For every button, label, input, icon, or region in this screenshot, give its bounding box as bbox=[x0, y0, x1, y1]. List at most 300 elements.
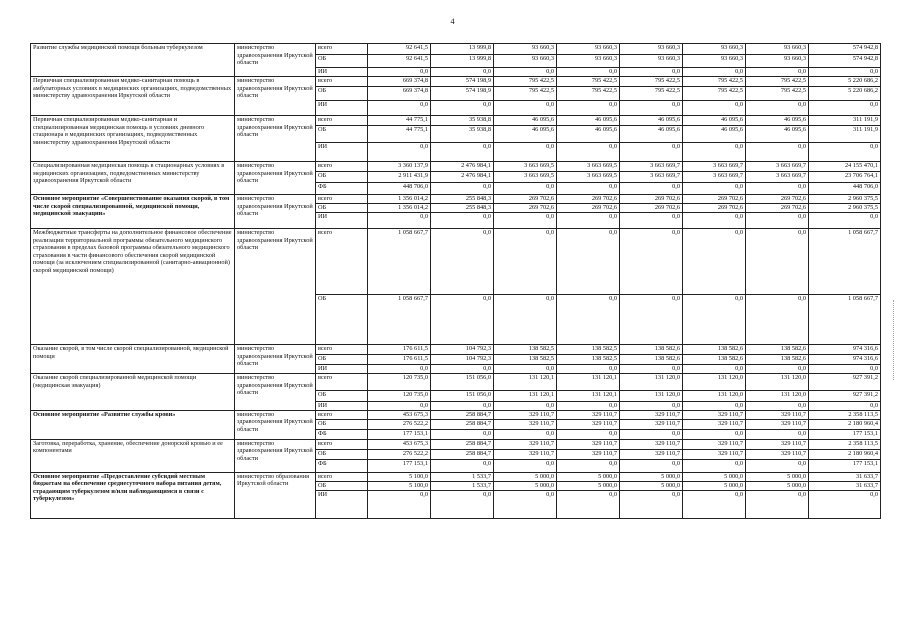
year-value: 329 110,7 bbox=[746, 439, 809, 449]
year-value: 0,0 bbox=[746, 295, 809, 345]
year-value: 46 095,6 bbox=[683, 116, 746, 126]
funding-source: ФБ bbox=[316, 459, 368, 472]
year-value: 329 110,7 bbox=[620, 449, 683, 459]
year-value: 0,0 bbox=[620, 295, 683, 345]
funding-source: ИИ bbox=[316, 101, 368, 116]
year-value: 93 660,3 bbox=[494, 55, 557, 68]
year-value: 0,0 bbox=[431, 490, 494, 518]
executor: министерство здравоохранения Иркутской области bbox=[235, 77, 316, 116]
year-value: 131 120,0 bbox=[620, 374, 683, 391]
year-value: 0,0 bbox=[746, 213, 809, 229]
year-value: 0,0 bbox=[620, 101, 683, 116]
year-value: 138 582,6 bbox=[620, 355, 683, 365]
year-value: 269 702,6 bbox=[683, 195, 746, 204]
year-value: 93 660,3 bbox=[683, 55, 746, 68]
total-value: 31 633,7 bbox=[809, 472, 881, 481]
total-value: 0,0 bbox=[809, 402, 881, 411]
year-value: 795 422,5 bbox=[620, 87, 683, 101]
year-value: 0,0 bbox=[431, 229, 494, 295]
funding-source: всего bbox=[316, 77, 368, 87]
funding-source: ИИ bbox=[316, 402, 368, 411]
year-value: 0,0 bbox=[683, 68, 746, 77]
executor: министерство здравоохранения Иркутской области bbox=[235, 410, 316, 439]
year-value: 44 775,1 bbox=[368, 126, 431, 143]
funding-source: всего bbox=[316, 472, 368, 481]
measure-name: Специализированная медицинская помощь в стационарных условиях в медицинских организациях, подведомственных министерству здравоохранения Иркутской области bbox=[31, 162, 235, 195]
year-value: 44 775,1 bbox=[368, 116, 431, 126]
year-value: 5 100,0 bbox=[368, 472, 431, 481]
year-value: 795 422,5 bbox=[683, 87, 746, 101]
year-value: 5 000,0 bbox=[620, 472, 683, 481]
year-value: 138 582,6 bbox=[746, 355, 809, 365]
year-value: 93 660,3 bbox=[557, 55, 620, 68]
year-value: 0,0 bbox=[494, 213, 557, 229]
total-value: 927 391,2 bbox=[809, 374, 881, 391]
measure-name: Оказание скорой специализированной медицинской помощи (медицинская эвакуация) bbox=[31, 374, 235, 411]
year-value: 92 641,5 bbox=[368, 55, 431, 68]
year-value: 0,0 bbox=[431, 402, 494, 411]
year-value: 5 000,0 bbox=[620, 481, 683, 490]
year-value: 138 582,5 bbox=[557, 345, 620, 355]
total-value: 1 058 667,7 bbox=[809, 295, 881, 345]
year-value: 329 110,7 bbox=[746, 449, 809, 459]
year-value: 3 663 669,5 bbox=[494, 172, 557, 183]
year-value: 3 663 669,7 bbox=[683, 172, 746, 183]
total-value: 24 155 470,1 bbox=[809, 162, 881, 172]
year-value: 3 663 669,7 bbox=[683, 162, 746, 172]
year-value: 104 792,3 bbox=[431, 355, 494, 365]
year-value: 131 120,1 bbox=[494, 374, 557, 391]
year-value: 0,0 bbox=[494, 295, 557, 345]
year-value: 329 110,7 bbox=[557, 439, 620, 449]
year-value: 131 120,1 bbox=[557, 391, 620, 402]
scan-edge-marks bbox=[893, 300, 898, 380]
table-row bbox=[31, 77, 881, 87]
measure-name: Основное мероприятие «Предоставление субсидий местным бюджетам на обеспечение среднесуточного набора питания детям, страдающим туберкулезом и/или наблюдающимся в связи с туберкулезом» bbox=[31, 472, 235, 518]
year-value: 0,0 bbox=[683, 229, 746, 295]
year-value: 0,0 bbox=[746, 365, 809, 374]
year-value: 0,0 bbox=[431, 101, 494, 116]
year-value: 0,0 bbox=[368, 143, 431, 162]
total-value: 1 058 667,7 bbox=[809, 229, 881, 295]
year-value: 0,0 bbox=[368, 68, 431, 77]
year-value: 329 110,7 bbox=[494, 410, 557, 419]
total-value: 0,0 bbox=[809, 490, 881, 518]
year-value: 0,0 bbox=[494, 143, 557, 162]
funding-source: ОБ bbox=[316, 391, 368, 402]
year-value: 0,0 bbox=[431, 459, 494, 472]
year-value: 0,0 bbox=[494, 490, 557, 518]
year-value: 329 110,7 bbox=[746, 419, 809, 429]
executor: министерство здравоохранения Иркутской области bbox=[235, 345, 316, 374]
year-value: 0,0 bbox=[746, 101, 809, 116]
year-value: 574 198,9 bbox=[431, 77, 494, 87]
year-value: 93 660,3 bbox=[746, 44, 809, 55]
funding-source: ОБ bbox=[316, 295, 368, 345]
year-value: 0,0 bbox=[620, 365, 683, 374]
year-value: 448 706,0 bbox=[368, 183, 431, 195]
year-value: 0,0 bbox=[683, 459, 746, 472]
year-value: 258 884,7 bbox=[431, 449, 494, 459]
measure-name: Развитие службы медицинской помощи больным туберкулезом bbox=[31, 44, 235, 77]
year-value: 3 663 669,7 bbox=[746, 162, 809, 172]
funding-source: всего bbox=[316, 44, 368, 55]
year-value: 0,0 bbox=[431, 68, 494, 77]
year-value: 0,0 bbox=[557, 459, 620, 472]
year-value: 13 999,8 bbox=[431, 55, 494, 68]
year-value: 276 522,2 bbox=[368, 419, 431, 429]
year-value: 329 110,7 bbox=[557, 410, 620, 419]
year-value: 2 911 431,9 bbox=[368, 172, 431, 183]
total-value: 927 391,2 bbox=[809, 391, 881, 402]
total-value: 0,0 bbox=[809, 213, 881, 229]
year-value: 1 356 014,2 bbox=[368, 204, 431, 213]
table-row bbox=[31, 162, 881, 172]
year-value: 3 663 669,5 bbox=[557, 172, 620, 183]
year-value: 329 110,7 bbox=[683, 419, 746, 429]
funding-source: ИИ bbox=[316, 365, 368, 374]
measure-name: Межбюджетные трансферты на дополнительное финансовое обеспечение реализации территориальной программы обязательного медицинского страхования в пределах базовой программы обязательного медицинского страхования в части финансового обеспечения скорой медицинской помощи (за исключением специализированной (санитарно-авиационной) скорой медицинской помощи) bbox=[31, 229, 235, 345]
executor: министерство здравоохранения Иркутской области bbox=[235, 195, 316, 229]
year-value: 0,0 bbox=[746, 429, 809, 439]
year-value: 255 848,3 bbox=[431, 204, 494, 213]
year-value: 0,0 bbox=[557, 68, 620, 77]
year-value: 46 095,6 bbox=[494, 116, 557, 126]
year-value: 0,0 bbox=[431, 429, 494, 439]
total-value: 0,0 bbox=[809, 365, 881, 374]
total-value: 177 153,1 bbox=[809, 429, 881, 439]
year-value: 138 582,6 bbox=[746, 345, 809, 355]
year-value: 46 095,6 bbox=[746, 116, 809, 126]
year-value: 5 000,0 bbox=[746, 481, 809, 490]
total-value: 0,0 bbox=[809, 101, 881, 116]
total-value: 2 960 375,5 bbox=[809, 204, 881, 213]
year-value: 269 702,6 bbox=[620, 195, 683, 204]
year-value: 2 476 984,1 bbox=[431, 172, 494, 183]
year-value: 0,0 bbox=[683, 402, 746, 411]
year-value: 258 884,7 bbox=[431, 410, 494, 419]
total-value: 311 191,9 bbox=[809, 126, 881, 143]
year-value: 5 000,0 bbox=[557, 481, 620, 490]
year-value: 258 884,7 bbox=[431, 439, 494, 449]
year-value: 3 663 669,5 bbox=[557, 162, 620, 172]
measure-name: Заготовка, переработка, хранение, обеспечение донорской кровью и ее компонентами bbox=[31, 439, 235, 472]
year-value: 0,0 bbox=[431, 183, 494, 195]
year-value: 329 110,7 bbox=[494, 419, 557, 429]
year-value: 138 582,5 bbox=[557, 355, 620, 365]
year-value: 5 000,0 bbox=[557, 472, 620, 481]
year-value: 0,0 bbox=[746, 68, 809, 77]
year-value: 0,0 bbox=[683, 365, 746, 374]
year-value: 120 735,0 bbox=[368, 391, 431, 402]
year-value: 1 356 014,2 bbox=[368, 195, 431, 204]
year-value: 138 582,5 bbox=[494, 355, 557, 365]
year-value: 795 422,5 bbox=[746, 87, 809, 101]
year-value: 0,0 bbox=[557, 143, 620, 162]
table-row bbox=[31, 410, 881, 419]
year-value: 258 884,7 bbox=[431, 419, 494, 429]
year-value: 329 110,7 bbox=[494, 449, 557, 459]
year-value: 131 120,0 bbox=[746, 374, 809, 391]
year-value: 329 110,7 bbox=[557, 449, 620, 459]
funding-source: всего bbox=[316, 229, 368, 295]
year-value: 0,0 bbox=[620, 229, 683, 295]
total-value: 448 706,0 bbox=[809, 183, 881, 195]
total-value: 2 358 113,5 bbox=[809, 439, 881, 449]
year-value: 329 110,7 bbox=[683, 449, 746, 459]
year-value: 0,0 bbox=[557, 101, 620, 116]
funding-source: ОБ bbox=[316, 449, 368, 459]
year-value: 329 110,7 bbox=[620, 410, 683, 419]
year-value: 669 374,8 bbox=[368, 87, 431, 101]
total-value: 0,0 bbox=[809, 68, 881, 77]
funding-source: ФБ bbox=[316, 429, 368, 439]
year-value: 0,0 bbox=[620, 213, 683, 229]
year-value: 0,0 bbox=[746, 143, 809, 162]
year-value: 2 476 984,1 bbox=[431, 162, 494, 172]
year-value: 5 100,0 bbox=[368, 481, 431, 490]
executor: министерство здравоохранения Иркутской области bbox=[235, 229, 316, 345]
table-row bbox=[31, 195, 881, 204]
year-value: 0,0 bbox=[620, 459, 683, 472]
table-row bbox=[31, 345, 881, 355]
year-value: 0,0 bbox=[683, 295, 746, 345]
year-value: 329 110,7 bbox=[557, 419, 620, 429]
year-value: 0,0 bbox=[683, 490, 746, 518]
year-value: 93 660,3 bbox=[494, 44, 557, 55]
total-value: 31 633,7 bbox=[809, 481, 881, 490]
year-value: 0,0 bbox=[746, 402, 809, 411]
year-value: 0,0 bbox=[620, 183, 683, 195]
total-value: 2 180 960,4 bbox=[809, 449, 881, 459]
funding-source: ОБ bbox=[316, 87, 368, 101]
year-value: 269 702,6 bbox=[557, 204, 620, 213]
year-value: 0,0 bbox=[557, 365, 620, 374]
year-value: 131 120,1 bbox=[494, 391, 557, 402]
year-value: 0,0 bbox=[557, 213, 620, 229]
funding-source: ОБ bbox=[316, 481, 368, 490]
year-value: 329 110,7 bbox=[746, 410, 809, 419]
funding-source: ИИ bbox=[316, 213, 368, 229]
year-value: 0,0 bbox=[557, 490, 620, 518]
year-value: 255 848,3 bbox=[431, 195, 494, 204]
year-value: 269 702,6 bbox=[746, 195, 809, 204]
year-value: 176 611,5 bbox=[368, 355, 431, 365]
year-value: 93 660,3 bbox=[620, 44, 683, 55]
year-value: 329 110,7 bbox=[683, 410, 746, 419]
year-value: 0,0 bbox=[368, 213, 431, 229]
funding-source: ФБ bbox=[316, 183, 368, 195]
year-value: 3 663 669,7 bbox=[620, 162, 683, 172]
year-value: 574 198,9 bbox=[431, 87, 494, 101]
funding-source: ИИ bbox=[316, 143, 368, 162]
total-value: 574 942,8 bbox=[809, 44, 881, 55]
year-value: 0,0 bbox=[368, 490, 431, 518]
measure-name: Первичная специализированная медико-санитарная помощь в амбулаторных условиях в медицинских организациях, подведомственных министерству здравоохранения Иркутской области bbox=[31, 77, 235, 116]
year-value: 3 663 669,7 bbox=[746, 172, 809, 183]
total-value: 5 220 686,2 bbox=[809, 77, 881, 87]
funding-source: всего bbox=[316, 345, 368, 355]
year-value: 138 582,5 bbox=[494, 345, 557, 355]
year-value: 131 120,0 bbox=[683, 391, 746, 402]
year-value: 5 000,0 bbox=[683, 481, 746, 490]
year-value: 329 110,7 bbox=[620, 419, 683, 429]
year-value: 35 938,8 bbox=[431, 126, 494, 143]
year-value: 0,0 bbox=[494, 429, 557, 439]
year-value: 1 058 667,7 bbox=[368, 295, 431, 345]
year-value: 46 095,6 bbox=[620, 126, 683, 143]
table-row bbox=[31, 116, 881, 126]
year-value: 329 110,7 bbox=[683, 439, 746, 449]
year-value: 1 533,7 bbox=[431, 481, 494, 490]
measure-name: Основное мероприятие «Совершенствование оказания скорой, в том числе скорой специализированной, медицинской помощи, медицинской эвакуации» bbox=[31, 195, 235, 229]
year-value: 795 422,5 bbox=[557, 87, 620, 101]
year-value: 93 660,3 bbox=[620, 55, 683, 68]
year-value: 0,0 bbox=[494, 229, 557, 295]
year-value: 269 702,6 bbox=[683, 204, 746, 213]
funding-source: всего bbox=[316, 195, 368, 204]
year-value: 0,0 bbox=[431, 213, 494, 229]
total-value: 2 960 375,5 bbox=[809, 195, 881, 204]
total-value: 2 358 113,5 bbox=[809, 410, 881, 419]
funding-source: всего bbox=[316, 116, 368, 126]
year-value: 0,0 bbox=[494, 183, 557, 195]
funding-source: всего bbox=[316, 439, 368, 449]
year-value: 795 422,5 bbox=[620, 77, 683, 87]
year-value: 795 422,5 bbox=[683, 77, 746, 87]
year-value: 795 422,5 bbox=[557, 77, 620, 87]
year-value: 269 702,6 bbox=[746, 204, 809, 213]
year-value: 0,0 bbox=[746, 490, 809, 518]
year-value: 1 058 667,7 bbox=[368, 229, 431, 295]
year-value: 0,0 bbox=[746, 459, 809, 472]
year-value: 3 663 669,7 bbox=[620, 172, 683, 183]
year-value: 1 533,7 bbox=[431, 472, 494, 481]
year-value: 0,0 bbox=[620, 429, 683, 439]
year-value: 0,0 bbox=[746, 183, 809, 195]
year-value: 0,0 bbox=[494, 101, 557, 116]
executor: министерство здравоохранения Иркутской области bbox=[235, 162, 316, 195]
total-value: 574 942,8 bbox=[809, 55, 881, 68]
year-value: 0,0 bbox=[557, 229, 620, 295]
year-value: 0,0 bbox=[620, 143, 683, 162]
year-value: 0,0 bbox=[431, 295, 494, 345]
funding-source: всего bbox=[316, 374, 368, 391]
year-value: 0,0 bbox=[494, 365, 557, 374]
year-value: 669 374,8 bbox=[368, 77, 431, 87]
year-value: 453 675,3 bbox=[368, 410, 431, 419]
executor: министерство здравоохранения Иркутской области bbox=[235, 116, 316, 162]
year-value: 0,0 bbox=[683, 101, 746, 116]
total-value: 311 191,9 bbox=[809, 116, 881, 126]
table-row bbox=[31, 229, 881, 295]
measure-name: Оказание скорой, в том числе скорой специализированной, медицинской помощи bbox=[31, 345, 235, 374]
year-value: 795 422,5 bbox=[494, 77, 557, 87]
year-value: 93 660,3 bbox=[557, 44, 620, 55]
table-row bbox=[31, 44, 881, 55]
funding-source: ОБ bbox=[316, 204, 368, 213]
year-value: 131 120,0 bbox=[620, 391, 683, 402]
year-value: 138 582,6 bbox=[683, 345, 746, 355]
year-value: 131 120,0 bbox=[683, 374, 746, 391]
year-value: 0,0 bbox=[746, 229, 809, 295]
year-value: 0,0 bbox=[431, 143, 494, 162]
year-value: 151 056,0 bbox=[431, 391, 494, 402]
year-value: 0,0 bbox=[494, 68, 557, 77]
year-value: 0,0 bbox=[683, 213, 746, 229]
year-value: 269 702,6 bbox=[620, 204, 683, 213]
measure-name: Первичная специализированная медико-санитарная и специализированная медицинская помощь в условиях дневного стационара в медицинских организациях, подведомственных министерству здравоохранения Иркутской области bbox=[31, 116, 235, 162]
year-value: 0,0 bbox=[557, 295, 620, 345]
executor: министерство здравоохранения Иркутской области bbox=[235, 374, 316, 411]
year-value: 131 120,1 bbox=[557, 374, 620, 391]
executor: министерство здравоохранения Иркутской области bbox=[235, 439, 316, 472]
year-value: 0,0 bbox=[431, 365, 494, 374]
year-value: 269 702,6 bbox=[557, 195, 620, 204]
executor: министерство образования Иркутской области bbox=[235, 472, 316, 518]
table-row bbox=[31, 439, 881, 449]
year-value: 46 095,6 bbox=[494, 126, 557, 143]
funding-source: ОБ bbox=[316, 419, 368, 429]
total-value: 974 316,6 bbox=[809, 355, 881, 365]
year-value: 46 095,6 bbox=[620, 116, 683, 126]
table-row bbox=[31, 472, 881, 481]
year-value: 3 360 137,9 bbox=[368, 162, 431, 172]
year-value: 46 095,6 bbox=[746, 126, 809, 143]
total-value: 0,0 bbox=[809, 143, 881, 162]
year-value: 0,0 bbox=[683, 183, 746, 195]
total-value: 5 220 686,2 bbox=[809, 87, 881, 101]
year-value: 5 000,0 bbox=[494, 472, 557, 481]
page-number: 4 bbox=[450, 17, 455, 26]
year-value: 0,0 bbox=[620, 68, 683, 77]
funding-source: ИИ bbox=[316, 68, 368, 77]
year-value: 138 582,6 bbox=[683, 355, 746, 365]
executor: министерство здравоохранения Иркутской области bbox=[235, 44, 316, 77]
year-value: 120 735,0 bbox=[368, 374, 431, 391]
year-value: 0,0 bbox=[557, 183, 620, 195]
measure-name: Основное мероприятие «Развитие службы крови» bbox=[31, 410, 235, 439]
year-value: 5 000,0 bbox=[494, 481, 557, 490]
funding-source: ОБ bbox=[316, 172, 368, 183]
year-value: 329 110,7 bbox=[620, 439, 683, 449]
total-value: 23 706 764,1 bbox=[809, 172, 881, 183]
year-value: 177 153,1 bbox=[368, 459, 431, 472]
funding-source: ИИ bbox=[316, 490, 368, 518]
year-value: 93 660,3 bbox=[683, 44, 746, 55]
year-value: 138 582,6 bbox=[620, 345, 683, 355]
year-value: 0,0 bbox=[368, 402, 431, 411]
year-value: 0,0 bbox=[368, 365, 431, 374]
year-value: 5 000,0 bbox=[683, 472, 746, 481]
budget-table bbox=[30, 43, 881, 519]
year-value: 0,0 bbox=[683, 143, 746, 162]
year-value: 5 000,0 bbox=[746, 472, 809, 481]
year-value: 453 675,3 bbox=[368, 439, 431, 449]
year-value: 269 702,6 bbox=[494, 195, 557, 204]
funding-source: всего bbox=[316, 410, 368, 419]
year-value: 329 110,7 bbox=[494, 439, 557, 449]
year-value: 92 641,5 bbox=[368, 44, 431, 55]
table-row bbox=[31, 374, 881, 391]
year-value: 0,0 bbox=[557, 429, 620, 439]
year-value: 795 422,5 bbox=[746, 77, 809, 87]
year-value: 0,0 bbox=[683, 429, 746, 439]
total-value: 2 180 960,4 bbox=[809, 419, 881, 429]
year-value: 93 660,3 bbox=[746, 55, 809, 68]
year-value: 131 120,0 bbox=[746, 391, 809, 402]
funding-source: ОБ bbox=[316, 126, 368, 143]
